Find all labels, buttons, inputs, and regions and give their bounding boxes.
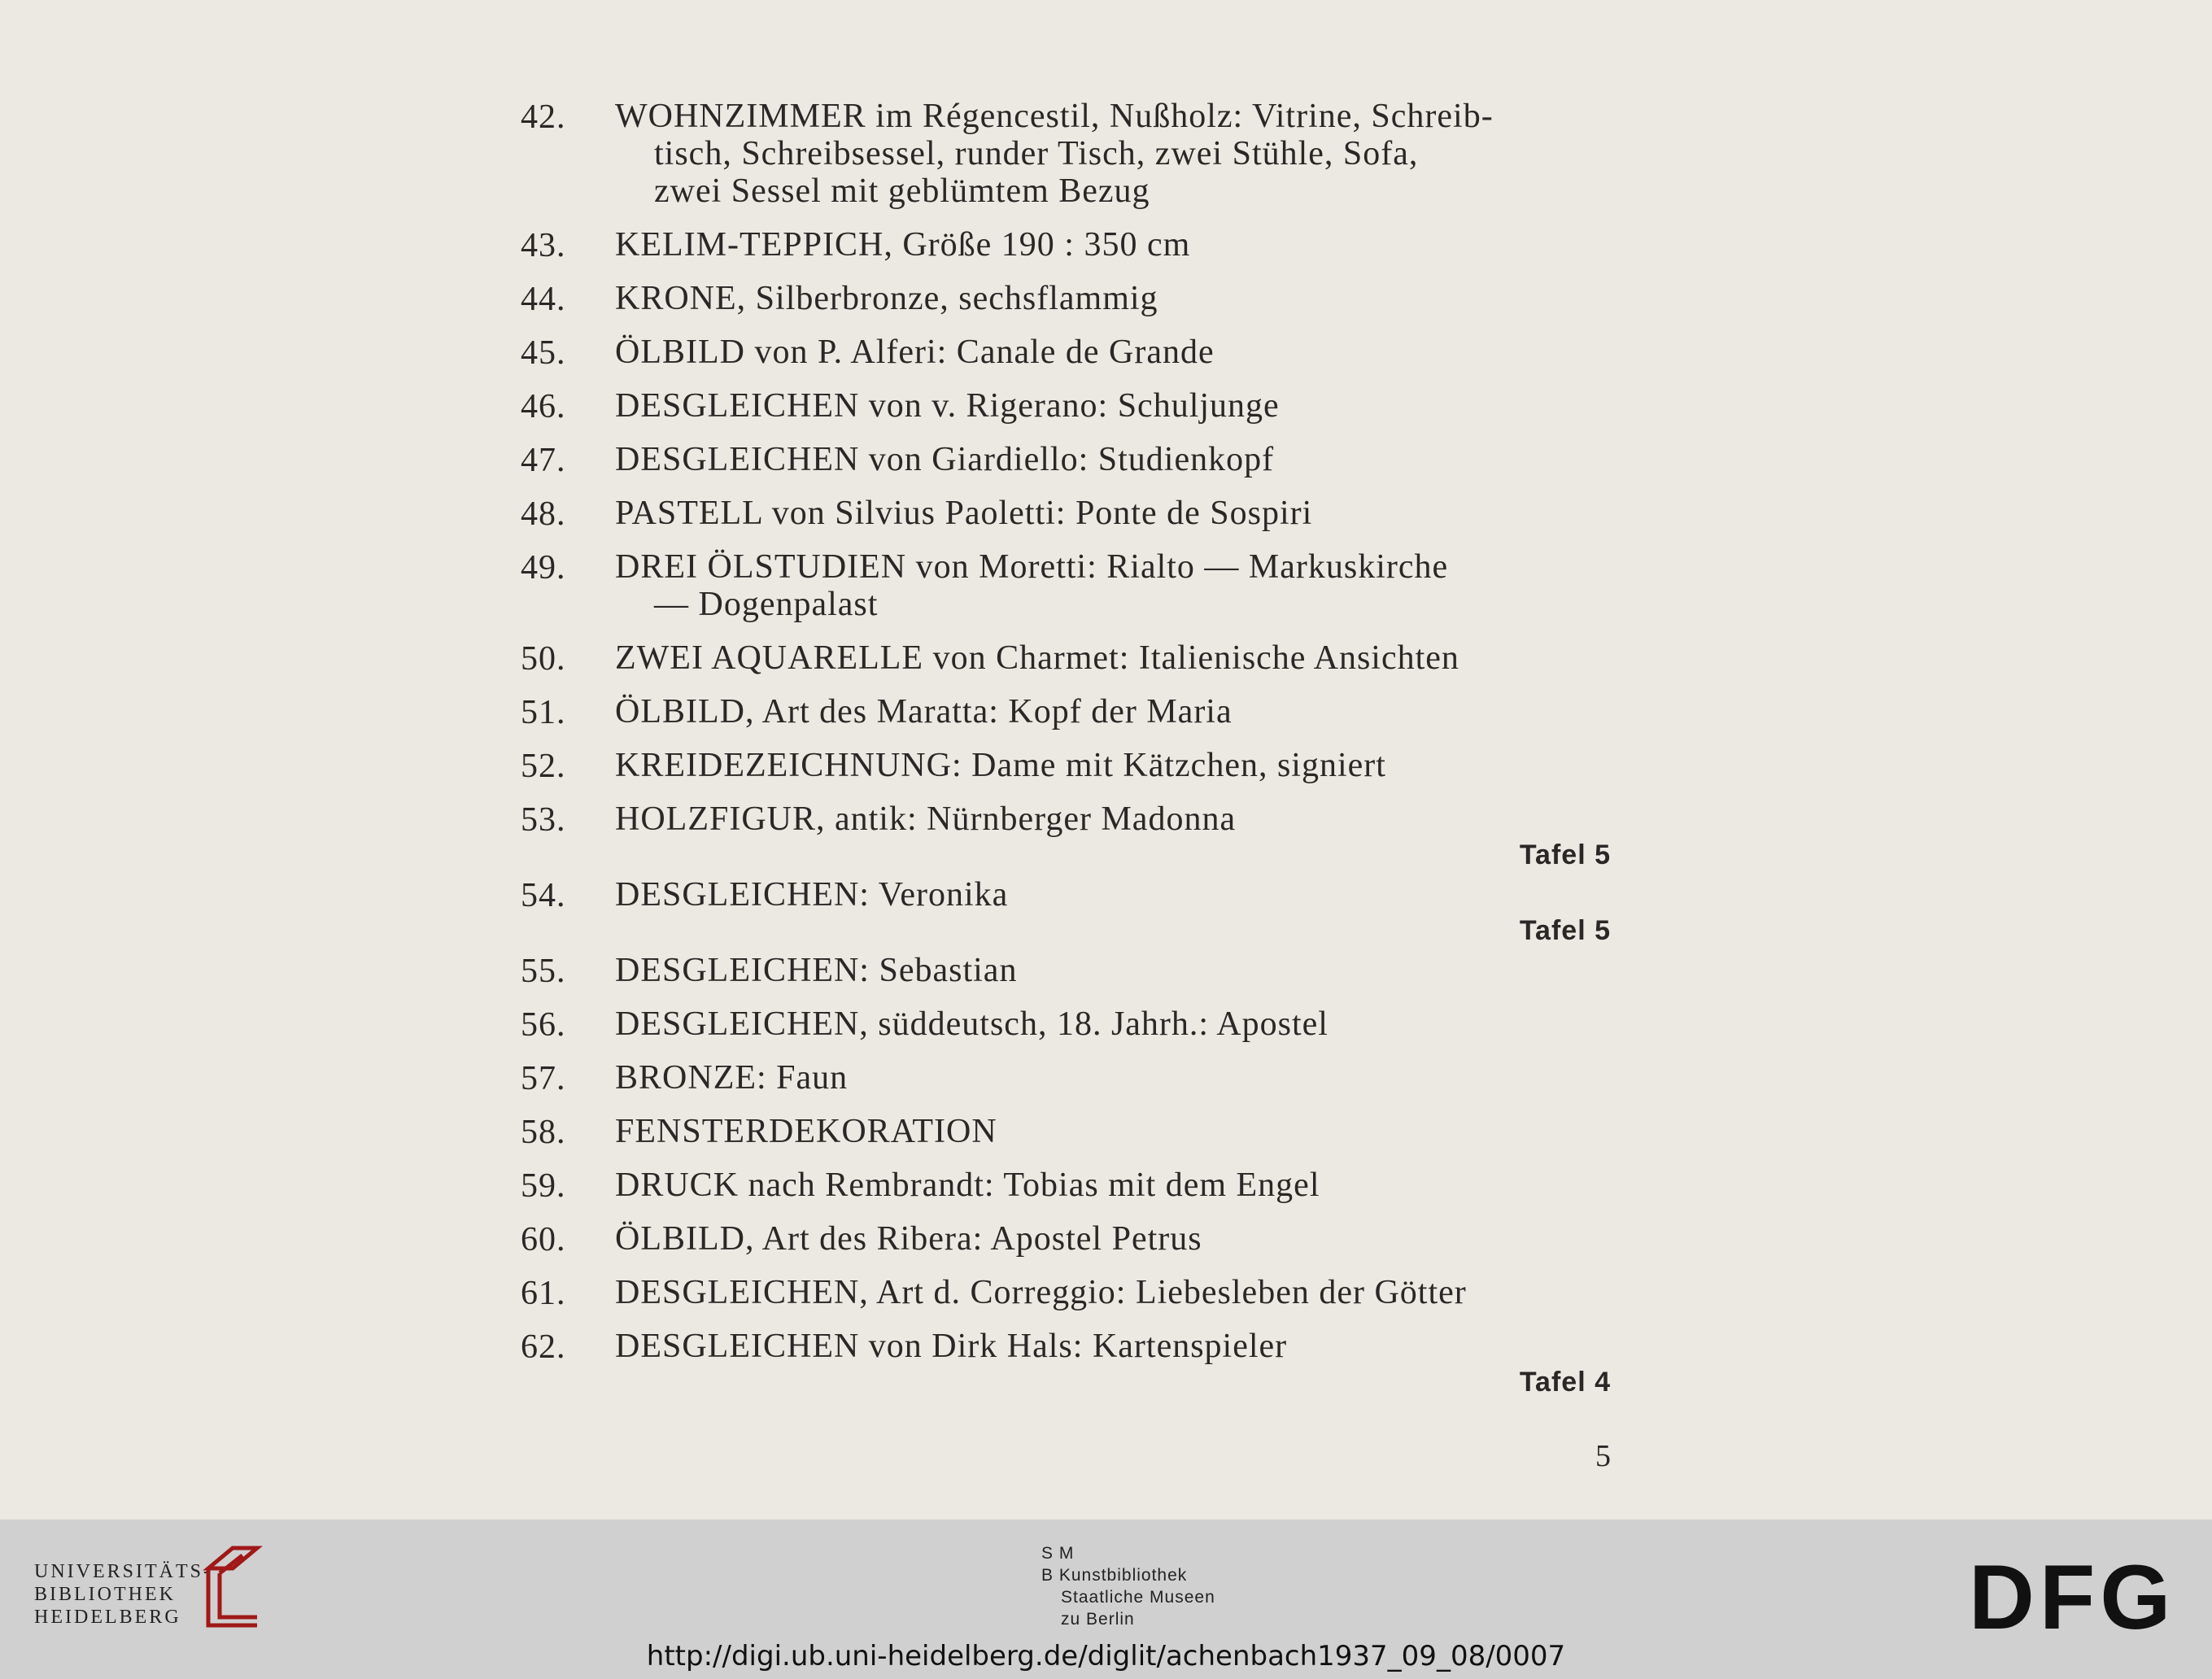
entry-line: — Dogenpalast [654, 586, 879, 623]
entry-line: DRUCK nach Rembrandt: Tobias mit dem Engel [615, 1167, 1320, 1204]
plate-reference: Tafel 5 [1519, 840, 1611, 870]
catalogue-entry [521, 226, 1611, 264]
entry-number: 43. [521, 227, 566, 264]
entry-line: DESGLEICHEN von Giardiello: Studienkopf [615, 441, 1275, 478]
entry-description [615, 441, 1611, 478]
entry-number: 46. [521, 388, 566, 425]
entry-line: WOHNZIMMER im Régencestil, Nußholz: Vitrine, Schreib- [615, 98, 1494, 135]
entry-line: DESGLEICHEN: Sebastian [615, 952, 1018, 989]
entry-description [615, 747, 1611, 784]
smb-line: S M [1041, 1544, 1075, 1563]
entry-line: KREIDEZEICHNUNG: Dame mit Kätzchen, signiert [615, 747, 1386, 784]
entry-description [615, 876, 1611, 914]
catalogue-entry [521, 280, 1611, 317]
entry-line: DESGLEICHEN, süddeutsch, 18. Jahrh.: Apostel [615, 1005, 1329, 1043]
entry-number: 59. [521, 1167, 566, 1205]
catalogue-entry [521, 98, 1611, 210]
entry-line: DESGLEICHEN, Art d. Correggio: Liebesleben der Götter [615, 1274, 1467, 1311]
entry-line: ÖLBILD, Art des Ribera: Apostel Petrus [615, 1220, 1202, 1258]
entry-number: 51. [521, 694, 566, 731]
entry-description [615, 226, 1611, 264]
entry-line: DREI ÖLSTUDIEN von Moretti: Rialto — Markuskirche [615, 548, 1449, 586]
entry-description [615, 693, 1611, 730]
catalogue-entry [521, 548, 1611, 623]
catalogue-entry [521, 1328, 1611, 1398]
entry-number: 62. [521, 1328, 566, 1366]
entry-number: 54. [521, 877, 566, 914]
entry-description [615, 334, 1611, 371]
catalogue-entry [521, 1113, 1611, 1150]
catalogue-entries [521, 98, 1611, 1398]
entry-description [615, 1005, 1611, 1043]
entry-description [615, 1328, 1611, 1365]
entry-number: 49. [521, 549, 566, 587]
smb-kunstbibliothek-credit [1041, 1542, 1215, 1630]
entry-number: 47. [521, 442, 566, 479]
entry-line: PASTELL von Silvius Paoletti: Ponte de Sospiri [615, 495, 1313, 532]
catalogue-entry [521, 334, 1611, 371]
entry-description [615, 800, 1611, 838]
entry-number: 57. [521, 1060, 566, 1097]
catalogue-entry [521, 876, 1611, 947]
entry-number: 44. [521, 281, 566, 318]
entry-description [615, 952, 1611, 989]
catalogue-entry [521, 1005, 1611, 1043]
entry-line: DESGLEICHEN von Dirk Hals: Kartenspieler [615, 1328, 1288, 1365]
plate-reference: Tafel 5 [1519, 915, 1611, 946]
entry-description [615, 639, 1611, 677]
entry-number: 53. [521, 801, 566, 839]
catalogue-entry [521, 639, 1611, 677]
smb-line: B Kunstbibliothek [1041, 1566, 1188, 1585]
catalogue-entry [521, 387, 1611, 425]
catalogue-entry [521, 1059, 1611, 1097]
entry-number: 50. [521, 640, 566, 678]
university-name [34, 1560, 212, 1629]
university-name-line: BIBLIOTHEK [34, 1584, 176, 1605]
entry-description [615, 495, 1611, 532]
entry-line: BRONZE: Faun [615, 1059, 849, 1097]
catalogue-entry [521, 1167, 1611, 1204]
entry-line: KELIM-TEPPICH, Größe 190 : 350 cm [615, 226, 1191, 264]
entry-description [615, 98, 1611, 210]
catalogue-entry [521, 1274, 1611, 1311]
entry-line: tisch, Schreibsessel, runder Tisch, zwei Stühle, Sofa, [654, 135, 1419, 172]
catalogue-entry [521, 495, 1611, 532]
university-name-line: UNIVERSITÄTS- [34, 1561, 212, 1582]
entry-line: ZWEI AQUARELLE von Charmet: Italienische Ansichten [615, 639, 1459, 677]
entry-line: ÖLBILD von P. Alferi: Canale de Grande [615, 334, 1215, 371]
entry-number: 61. [521, 1275, 566, 1312]
entry-description [615, 1274, 1611, 1311]
catalogue-entry [521, 1220, 1611, 1258]
entry-description [615, 1220, 1611, 1258]
entry-number: 48. [521, 495, 566, 533]
catalogue-entry [521, 952, 1611, 989]
entry-line: DESGLEICHEN: Veronika [615, 876, 1009, 914]
entry-number: 60. [521, 1221, 566, 1258]
entry-line: FENSTERDEKORATION [615, 1113, 997, 1150]
entry-number: 42. [521, 98, 566, 136]
entry-number: 52. [521, 748, 566, 785]
smb-line: zu Berlin [1061, 1610, 1135, 1629]
entry-number: 45. [521, 334, 566, 372]
entry-description [615, 548, 1611, 623]
entry-line: KRONE, Silberbronze, sechsflammig [615, 280, 1158, 317]
smb-line: Staatliche Museen [1061, 1588, 1215, 1607]
catalogue-entry [521, 441, 1611, 478]
entry-line: ÖLBILD, Art des Maratta: Kopf der Maria [615, 693, 1233, 730]
page-number: 5 [1595, 1439, 1611, 1473]
university-name-line: HEIDELBERG [34, 1607, 181, 1628]
permalink-url[interactable]: http://digi.ub.uni-heidelberg.de/diglit/achenbach1937_09_08/0007 [646, 1640, 1566, 1672]
entry-description [615, 280, 1611, 317]
entry-number: 55. [521, 953, 566, 990]
entry-line: DESGLEICHEN von v. Rigerano: Schuljunge [615, 387, 1280, 425]
entry-line: zwei Sessel mit geblümtem Bezug [654, 172, 1150, 210]
catalogue-entry [521, 747, 1611, 784]
entry-description [615, 1113, 1611, 1150]
entry-description [615, 1059, 1611, 1097]
entry-number: 56. [521, 1006, 566, 1044]
ub-heidelberg-logo-icon [200, 1544, 265, 1633]
dfg-logo: DFG [1969, 1546, 2176, 1648]
entry-line: HOLZFIGUR, antik: Nürnberger Madonna [615, 800, 1237, 838]
entry-description [615, 1167, 1611, 1204]
footer-bar [0, 1520, 2212, 1679]
catalogue-entry [521, 693, 1611, 730]
entry-number: 58. [521, 1114, 566, 1151]
catalogue-entry [521, 800, 1611, 871]
entry-description [615, 387, 1611, 425]
plate-reference: Tafel 4 [1519, 1367, 1611, 1398]
